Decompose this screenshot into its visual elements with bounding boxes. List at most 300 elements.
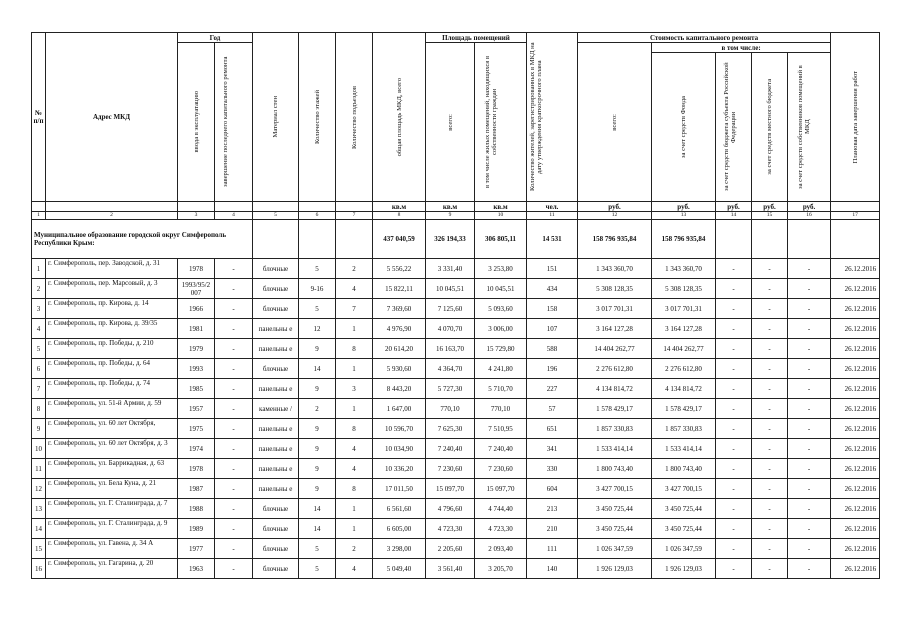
total-area-cell: 6 605,00: [373, 519, 426, 539]
column-number: 13: [652, 212, 716, 220]
column-number: 2: [46, 212, 178, 220]
total-area-cell: 17 011,50: [373, 479, 426, 499]
header-cost-owners: за счет средств собственников помещений в МКД: [788, 53, 831, 202]
cost-total-cell: 3 164 127,28: [578, 319, 652, 339]
cost-regional-cell: -: [716, 279, 752, 299]
planned-date-cell: 26.12.2016: [831, 539, 880, 559]
area-total-cell: 3 561,40: [426, 559, 475, 579]
header-floors: Количество этажей: [299, 33, 336, 202]
cost-regional-cell: -: [716, 259, 752, 279]
wall-material-cell: блочные: [253, 499, 299, 519]
header-no: № п/п: [32, 33, 46, 202]
residents-cell: 604: [527, 479, 578, 499]
planned-date-cell: 26.12.2016: [831, 379, 880, 399]
floors-cell: 9: [299, 339, 336, 359]
unit-cell: руб.: [716, 202, 752, 212]
cost-local-cell: -: [752, 479, 788, 499]
total-area-cell: 3 298,00: [373, 539, 426, 559]
repair-cell: -: [215, 339, 253, 359]
entrances-cell: 4: [336, 279, 373, 299]
planned-date-cell: 26.12.2016: [831, 419, 880, 439]
year-cell: 1993/95/2 007: [178, 279, 215, 299]
repair-cell: -: [215, 279, 253, 299]
wall-material-cell: блочные: [253, 559, 299, 579]
residents-cell: 151: [527, 259, 578, 279]
cost-fund-cell: 1 578 429,17: [652, 399, 716, 419]
cost-fund-cell: 2 276 612,80: [652, 359, 716, 379]
header-cost-including: в том числе:: [652, 43, 831, 53]
row-number: 11: [32, 459, 46, 479]
entrances-cell: 8: [336, 419, 373, 439]
cost-owners-cell: -: [788, 459, 831, 479]
floors-cell: 2: [299, 399, 336, 419]
area-total-cell: 4 796,60: [426, 499, 475, 519]
table-row: [32, 499, 880, 519]
header-year-group: Год: [178, 33, 253, 43]
municipality-area-total: 326 194,33: [426, 220, 475, 259]
total-area-cell: 8 443,20: [373, 379, 426, 399]
cost-owners-cell: -: [788, 439, 831, 459]
unit-cell: руб.: [578, 202, 652, 212]
header-planned-date: Плановая дата завершения работ: [831, 33, 880, 202]
residents-cell: 434: [527, 279, 578, 299]
cost-fund-cell: 1 533 414,14: [652, 439, 716, 459]
planned-date-cell: 26.12.2016: [831, 339, 880, 359]
cost-regional-cell: -: [716, 479, 752, 499]
table-row: [32, 299, 880, 319]
entrances-cell: 4: [336, 459, 373, 479]
table-row: [32, 339, 880, 359]
repair-cell: -: [215, 479, 253, 499]
column-number: 4: [215, 212, 253, 220]
wall-material-cell: панельны е: [253, 339, 299, 359]
area-residential-cell: 10 045,51: [475, 279, 527, 299]
area-residential-cell: 4 744,40: [475, 499, 527, 519]
column-number: 6: [299, 212, 336, 220]
area-total-cell: 2 205,60: [426, 539, 475, 559]
area-residential-cell: 7 510,95: [475, 419, 527, 439]
wall-material-cell: панельны е: [253, 419, 299, 439]
cost-local-cell: -: [752, 459, 788, 479]
municipality-area-residential: 306 805,11: [475, 220, 527, 259]
area-residential-cell: 5 710,70: [475, 379, 527, 399]
total-area-cell: 10 336,20: [373, 459, 426, 479]
area-residential-cell: 770,10: [475, 399, 527, 419]
address-cell: г. Симферополь, пр. Кирова, д. 14: [46, 299, 178, 319]
planned-date-cell: 26.12.2016: [831, 399, 880, 419]
year-cell: 1988: [178, 499, 215, 519]
cost-total-cell: 1 533 414,14: [578, 439, 652, 459]
address-cell: г. Симферополь, пер. Марсовый, д. 3: [46, 279, 178, 299]
column-number: 9: [426, 212, 475, 220]
year-cell: 1989: [178, 519, 215, 539]
address-cell: г. Симферополь, ул. Г. Сталинграда, д. 7: [46, 499, 178, 519]
year-cell: 1981: [178, 319, 215, 339]
municipality-cost-total: 158 796 935,84: [578, 220, 652, 259]
cost-regional-cell: -: [716, 519, 752, 539]
cost-total-cell: 2 276 612,80: [578, 359, 652, 379]
repair-cell: -: [215, 299, 253, 319]
cost-fund-cell: 1 926 129,03: [652, 559, 716, 579]
cost-total-cell: 4 134 814,72: [578, 379, 652, 399]
row-number: 14: [32, 519, 46, 539]
cost-fund-cell: 1 857 330,83: [652, 419, 716, 439]
cost-regional-cell: -: [716, 559, 752, 579]
cost-fund-cell: 4 134 814,72: [652, 379, 716, 399]
units-row: [32, 202, 880, 212]
table-row: [32, 399, 880, 419]
residents-cell: 227: [527, 379, 578, 399]
planned-date-cell: 26.12.2016: [831, 499, 880, 519]
header-cost-local: за счет средств местного бюджета: [752, 53, 788, 202]
year-cell: 1975: [178, 419, 215, 439]
cost-owners-cell: -: [788, 399, 831, 419]
address-cell: г. Симферополь, ул. Г. Сталинграда, д. 9: [46, 519, 178, 539]
row-number: 10: [32, 439, 46, 459]
cost-total-cell: 1 857 330,83: [578, 419, 652, 439]
entrances-cell: 8: [336, 339, 373, 359]
row-number: 13: [32, 499, 46, 519]
repair-cell: -: [215, 399, 253, 419]
cost-regional-cell: -: [716, 539, 752, 559]
cost-owners-cell: -: [788, 419, 831, 439]
table-row: [32, 379, 880, 399]
repair-cell: -: [215, 359, 253, 379]
floors-cell: 5: [299, 539, 336, 559]
entrances-cell: 4: [336, 439, 373, 459]
area-residential-cell: 4 723,30: [475, 519, 527, 539]
cost-regional-cell: -: [716, 379, 752, 399]
floors-cell: 14: [299, 519, 336, 539]
header-address: Адрес МКД: [46, 33, 178, 202]
entrances-cell: 1: [336, 399, 373, 419]
row-number: 6: [32, 359, 46, 379]
total-area-cell: 20 614,20: [373, 339, 426, 359]
unit-cell: руб.: [652, 202, 716, 212]
row-number: 7: [32, 379, 46, 399]
repair-cell: -: [215, 559, 253, 579]
residents-cell: 140: [527, 559, 578, 579]
header-cost-regional: за счет средств бюджета субъекта Российской Федерации: [716, 53, 752, 202]
address-cell: г. Симферополь, ул. 60 лет Октября, д. 3: [46, 439, 178, 459]
entrances-cell: 2: [336, 259, 373, 279]
column-number: 3: [178, 212, 215, 220]
planned-date-cell: 26.12.2016: [831, 519, 880, 539]
residents-cell: 107: [527, 319, 578, 339]
cost-local-cell: -: [752, 279, 788, 299]
cost-owners-cell: -: [788, 319, 831, 339]
total-area-cell: 5 049,40: [373, 559, 426, 579]
repair-cell: -: [215, 499, 253, 519]
table-row: [32, 539, 880, 559]
floors-cell: 5: [299, 559, 336, 579]
header-area-group: Площадь помещений: [426, 33, 527, 43]
row-number: 2: [32, 279, 46, 299]
cost-regional-cell: -: [716, 339, 752, 359]
cost-regional-cell: -: [716, 439, 752, 459]
address-cell: г. Симферополь, ул. Баррикадная, д. 63: [46, 459, 178, 479]
repair-cell: -: [215, 439, 253, 459]
wall-material-cell: блочные: [253, 539, 299, 559]
total-area-cell: 10 034,90: [373, 439, 426, 459]
area-total-cell: 7 230,60: [426, 459, 475, 479]
cost-regional-cell: -: [716, 419, 752, 439]
cost-fund-cell: 3 450 725,44: [652, 519, 716, 539]
floors-cell: 9: [299, 439, 336, 459]
total-area-cell: 4 976,90: [373, 319, 426, 339]
unit-cell: руб.: [752, 202, 788, 212]
column-number: 1: [32, 212, 46, 220]
residents-cell: 111: [527, 539, 578, 559]
cost-owners-cell: -: [788, 259, 831, 279]
entrances-cell: 1: [336, 499, 373, 519]
planned-date-cell: 26.12.2016: [831, 359, 880, 379]
repair-cell: -: [215, 259, 253, 279]
cost-local-cell: -: [752, 259, 788, 279]
header-cost-group: Стоимость капитального ремонта: [578, 33, 831, 43]
cost-local-cell: -: [752, 439, 788, 459]
entrances-cell: 7: [336, 299, 373, 319]
wall-material-cell: каменные /: [253, 399, 299, 419]
cost-fund-cell: 3 017 701,31: [652, 299, 716, 319]
row-number: 8: [32, 399, 46, 419]
planned-date-cell: 26.12.2016: [831, 279, 880, 299]
cost-regional-cell: -: [716, 499, 752, 519]
wall-material-cell: блочные: [253, 359, 299, 379]
unit-cell: кв.м: [475, 202, 527, 212]
entrances-cell: 1: [336, 319, 373, 339]
area-residential-cell: 15 097,70: [475, 479, 527, 499]
table-row: [32, 279, 880, 299]
cost-owners-cell: -: [788, 279, 831, 299]
wall-material-cell: панельны е: [253, 439, 299, 459]
cost-total-cell: 3 427 700,15: [578, 479, 652, 499]
row-number: 4: [32, 319, 46, 339]
wall-material-cell: панельны е: [253, 379, 299, 399]
cost-fund-cell: 3 427 700,15: [652, 479, 716, 499]
area-total-cell: 4 070,70: [426, 319, 475, 339]
municipality-residents: 14 531: [527, 220, 578, 259]
row-number: 15: [32, 539, 46, 559]
cost-fund-cell: 1 343 360,70: [652, 259, 716, 279]
residents-cell: 196: [527, 359, 578, 379]
floors-cell: 12: [299, 319, 336, 339]
table-row: [32, 479, 880, 499]
cost-fund-cell: 5 308 128,35: [652, 279, 716, 299]
planned-date-cell: 26.12.2016: [831, 479, 880, 499]
area-residential-cell: 2 093,40: [475, 539, 527, 559]
column-number: 7: [336, 212, 373, 220]
total-area-cell: 15 822,11: [373, 279, 426, 299]
repair-cell: -: [215, 419, 253, 439]
municipality-total-area: 437 040,59: [373, 220, 426, 259]
cost-fund-cell: 1 800 743,40: [652, 459, 716, 479]
cost-local-cell: -: [752, 379, 788, 399]
unit-cell: чел.: [527, 202, 578, 212]
unit-cell: руб.: [788, 202, 831, 212]
area-total-cell: 4 364,70: [426, 359, 475, 379]
municipality-cost-fund: 158 796 935,84: [652, 220, 716, 259]
cost-owners-cell: -: [788, 499, 831, 519]
unit-cell: кв.м: [426, 202, 475, 212]
header-area-total: всего:: [426, 43, 475, 202]
table-body: [32, 220, 880, 579]
wall-material-cell: панельны е: [253, 459, 299, 479]
column-number: 12: [578, 212, 652, 220]
cost-local-cell: -: [752, 419, 788, 439]
header-wall-material: Материал стен: [253, 33, 299, 202]
residents-cell: 341: [527, 439, 578, 459]
header-row-1: [32, 33, 880, 43]
area-total-cell: 7 125,60: [426, 299, 475, 319]
area-total-cell: 15 097,70: [426, 479, 475, 499]
address-cell: г. Симферополь, пер. Заводской, д. 31: [46, 259, 178, 279]
planned-date-cell: 26.12.2016: [831, 259, 880, 279]
area-total-cell: 770,10: [426, 399, 475, 419]
wall-material-cell: панельны е: [253, 479, 299, 499]
wall-material-cell: блочные: [253, 519, 299, 539]
residents-cell: 210: [527, 519, 578, 539]
area-total-cell: 3 331,40: [426, 259, 475, 279]
cost-owners-cell: -: [788, 519, 831, 539]
wall-material-cell: панельны е: [253, 319, 299, 339]
row-number: 1: [32, 259, 46, 279]
floors-cell: 9-16: [299, 279, 336, 299]
planned-date-cell: 26.12.2016: [831, 559, 880, 579]
table-row: [32, 259, 880, 279]
column-number: 5: [253, 212, 299, 220]
header-total-area: общая площадь МКД, всего: [373, 33, 426, 202]
cost-total-cell: 1 800 743,40: [578, 459, 652, 479]
header-area-residential: в том числе жилых помещений, находящихся в собственности граждан: [475, 43, 527, 202]
cost-local-cell: -: [752, 539, 788, 559]
residents-cell: 588: [527, 339, 578, 359]
entrances-cell: 1: [336, 359, 373, 379]
cost-total-cell: 14 404 262,77: [578, 339, 652, 359]
total-area-cell: 5 556,22: [373, 259, 426, 279]
address-cell: г. Симферополь, пр. Победы, д. 210: [46, 339, 178, 359]
area-total-cell: 10 045,51: [426, 279, 475, 299]
area-residential-cell: 3 006,00: [475, 319, 527, 339]
cost-regional-cell: -: [716, 359, 752, 379]
area-residential-cell: 7 240,40: [475, 439, 527, 459]
row-number: 12: [32, 479, 46, 499]
year-cell: 1966: [178, 299, 215, 319]
year-cell: 1985: [178, 379, 215, 399]
year-cell: 1974: [178, 439, 215, 459]
table-row: [32, 559, 880, 579]
cost-regional-cell: -: [716, 319, 752, 339]
year-cell: 1963: [178, 559, 215, 579]
cost-owners-cell: -: [788, 539, 831, 559]
entrances-cell: 3: [336, 379, 373, 399]
year-cell: 1987: [178, 479, 215, 499]
floors-cell: 9: [299, 479, 336, 499]
municipality-name: Муниципальное образование городской округ Симферополь Республики Крым:: [32, 220, 253, 259]
table-row: [32, 519, 880, 539]
cost-total-cell: 3 450 725,44: [578, 499, 652, 519]
column-number: 14: [716, 212, 752, 220]
header-year-commission: ввода в эксплуатацию: [178, 43, 215, 202]
cost-local-cell: -: [752, 319, 788, 339]
column-number: 15: [752, 212, 788, 220]
cost-owners-cell: -: [788, 339, 831, 359]
year-cell: 1993: [178, 359, 215, 379]
cost-total-cell: 1 343 360,70: [578, 259, 652, 279]
column-number: 8: [373, 212, 426, 220]
area-residential-cell: 3 253,80: [475, 259, 527, 279]
wall-material-cell: блочные: [253, 279, 299, 299]
entrances-cell: 1: [336, 519, 373, 539]
cost-regional-cell: -: [716, 459, 752, 479]
year-cell: 1957: [178, 399, 215, 419]
cost-local-cell: -: [752, 559, 788, 579]
cost-total-cell: 1 578 429,17: [578, 399, 652, 419]
cost-local-cell: -: [752, 299, 788, 319]
area-total-cell: 7 625,30: [426, 419, 475, 439]
table-row: [32, 439, 880, 459]
cost-owners-cell: -: [788, 379, 831, 399]
row-number: 16: [32, 559, 46, 579]
header-cost-fund: за счет средств Фонда: [652, 53, 716, 202]
cost-regional-cell: -: [716, 399, 752, 419]
cost-owners-cell: -: [788, 299, 831, 319]
wall-material-cell: блочные: [253, 299, 299, 319]
total-area-cell: 1 647,00: [373, 399, 426, 419]
cost-total-cell: 3 450 725,44: [578, 519, 652, 539]
table-row: [32, 459, 880, 479]
area-residential-cell: 3 205,70: [475, 559, 527, 579]
floors-cell: 9: [299, 379, 336, 399]
cost-owners-cell: -: [788, 559, 831, 579]
area-total-cell: 16 163,70: [426, 339, 475, 359]
residents-cell: 158: [527, 299, 578, 319]
repair-cell: -: [215, 459, 253, 479]
year-cell: 1978: [178, 459, 215, 479]
cost-local-cell: -: [752, 519, 788, 539]
column-numbers-row: [32, 212, 880, 220]
cost-fund-cell: 1 026 347,59: [652, 539, 716, 559]
planned-date-cell: 26.12.2016: [831, 459, 880, 479]
address-cell: г. Симферополь, ул. Гагарина, д. 20: [46, 559, 178, 579]
cost-total-cell: 1 926 129,03: [578, 559, 652, 579]
address-cell: г. Симферополь, ул. 51-й Армии, д. 59: [46, 399, 178, 419]
area-total-cell: 4 723,30: [426, 519, 475, 539]
cost-local-cell: -: [752, 499, 788, 519]
planned-date-cell: 26.12.2016: [831, 319, 880, 339]
address-cell: г. Симферополь, ул. Гавена, д. 34 А: [46, 539, 178, 559]
cost-fund-cell: 14 404 262,77: [652, 339, 716, 359]
municipality-row: [32, 220, 880, 259]
table-row: [32, 419, 880, 439]
entrances-cell: 4: [336, 559, 373, 579]
capital-repair-table: [31, 32, 880, 579]
address-cell: г. Симферополь, ул. 60 лет Октября,: [46, 419, 178, 439]
floors-cell: 5: [299, 259, 336, 279]
area-residential-cell: 15 729,80: [475, 339, 527, 359]
cost-owners-cell: -: [788, 479, 831, 499]
floors-cell: 9: [299, 419, 336, 439]
repair-cell: -: [215, 319, 253, 339]
entrances-cell: 2: [336, 539, 373, 559]
residents-cell: 213: [527, 499, 578, 519]
floors-cell: 14: [299, 499, 336, 519]
planned-date-cell: 26.12.2016: [831, 439, 880, 459]
cost-regional-cell: -: [716, 299, 752, 319]
cost-fund-cell: 3 450 725,44: [652, 499, 716, 519]
floors-cell: 5: [299, 299, 336, 319]
cost-local-cell: -: [752, 399, 788, 419]
